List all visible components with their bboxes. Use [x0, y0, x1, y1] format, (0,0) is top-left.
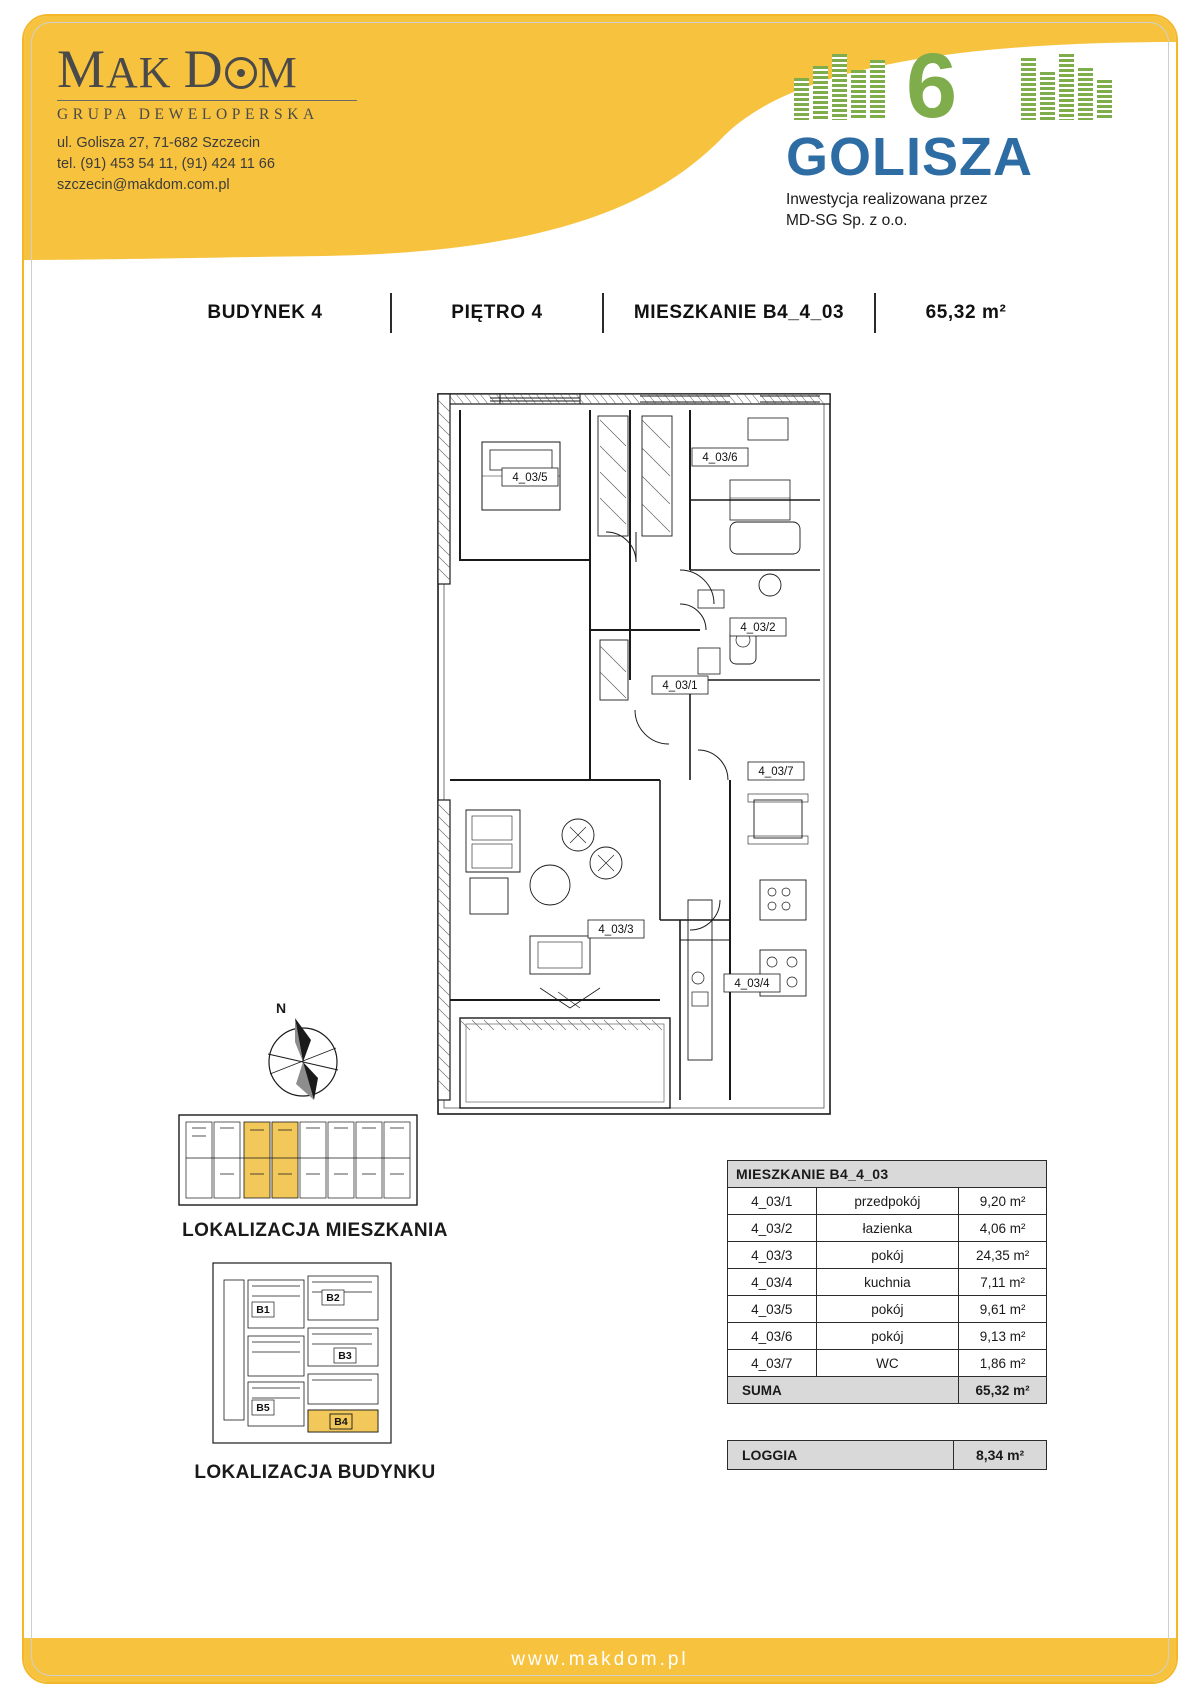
building-tag-b2: B2	[326, 1292, 340, 1304]
room-name: WC	[816, 1350, 959, 1377]
compass-rose-icon	[248, 1000, 358, 1110]
company-phone: tel. (91) 453 54 11, (91) 424 11 66	[57, 156, 275, 173]
company-email: szczecin@makdom.com.pl	[57, 177, 230, 194]
table-row	[728, 1242, 1047, 1269]
room-code: 4_03/5	[728, 1296, 817, 1323]
room-code: 4_03/3	[728, 1242, 817, 1269]
project-name: GOLISZA	[786, 127, 1033, 187]
table-row	[728, 1188, 1047, 1215]
floor-layout-minimap	[178, 1114, 418, 1206]
table-row	[728, 1269, 1047, 1296]
room-code: 4_03/7	[728, 1350, 817, 1377]
site-plan-minimap	[212, 1262, 392, 1444]
room-code-7: 4_03/7	[758, 766, 794, 778]
logo-wordmark: MAK D M	[57, 39, 298, 99]
table-row	[728, 1323, 1047, 1350]
room-code-4: 4_03/4	[734, 978, 770, 990]
room-area: 9,13 m²	[959, 1323, 1047, 1350]
apartment-area-label: 65,32 m²	[925, 302, 1007, 323]
company-contact	[57, 133, 487, 196]
room-name: łazienka	[816, 1215, 959, 1242]
table-row	[728, 1215, 1047, 1242]
floor-label: PIĘTRO 4	[451, 302, 543, 323]
room-code: 4_03/6	[728, 1323, 817, 1350]
project-note	[786, 190, 1116, 232]
building-tag-b3: B3	[338, 1350, 352, 1362]
room-name: pokój	[816, 1323, 959, 1350]
building-bars-right-icon	[1021, 54, 1112, 120]
loggia-value: 8,34 m²	[954, 1441, 1047, 1470]
table-row	[728, 1441, 1047, 1470]
building-tag-b5: B5	[256, 1402, 270, 1414]
building-location-caption: LOKALIZACJA BUDYNKU	[194, 1462, 436, 1483]
apartment-label: MIESZKANIE B4_4_03	[633, 302, 845, 323]
building-location-diagram	[212, 1262, 392, 1442]
compass-north-label: N	[276, 1000, 287, 1016]
company-logo	[57, 39, 487, 196]
apartment-location-diagram	[178, 1114, 418, 1204]
apartment-location-caption: LOKALIZACJA MIESZKANIA	[182, 1220, 448, 1241]
building-tag-b4: B4	[334, 1416, 348, 1428]
project-logo-graphic	[794, 35, 1116, 137]
room-schedule	[727, 1160, 1047, 1404]
room-code-3: 4_03/3	[598, 924, 634, 936]
logo-tagline: GRUPA DEWELOPERSKA	[57, 100, 357, 124]
building-bars-left-icon	[794, 54, 885, 120]
room-table	[727, 1160, 1047, 1404]
room-area: 1,86 m²	[959, 1350, 1047, 1377]
room-name: pokój	[816, 1296, 959, 1323]
room-area: 4,06 m²	[959, 1215, 1047, 1242]
project-number: 6	[906, 35, 958, 137]
room-code: 4_03/2	[728, 1215, 817, 1242]
project-note-line1: Inwestycja realizowana przez	[786, 191, 988, 208]
table-title: MIESZKANIE B4_4_03	[728, 1161, 1047, 1188]
room-area: 9,20 m²	[959, 1188, 1047, 1215]
floor-plan	[430, 380, 910, 1170]
room-code-5: 4_03/5	[512, 472, 548, 484]
building-tag-b1: B1	[256, 1304, 270, 1316]
room-name: kuchnia	[816, 1269, 959, 1296]
room-code-2: 4_03/2	[740, 622, 776, 634]
footer-bar	[24, 1638, 1176, 1682]
table-row	[728, 1350, 1047, 1377]
table-row	[728, 1296, 1047, 1323]
loggia-label: LOGGIA	[728, 1441, 954, 1470]
project-note-line2: MD-SG Sp. z o.o.	[786, 211, 908, 229]
logo-ring-icon	[225, 57, 257, 89]
room-code: 4_03/1	[728, 1188, 817, 1215]
room-area: 7,11 m²	[959, 1269, 1047, 1296]
room-code: 4_03/4	[728, 1269, 817, 1296]
room-name: pokój	[816, 1242, 959, 1269]
table-header-row	[728, 1161, 1047, 1188]
loggia-schedule	[727, 1440, 1047, 1470]
sum-value: 65,32 m²	[959, 1377, 1047, 1404]
sum-label: SUMA	[728, 1377, 959, 1404]
room-area: 9,61 m²	[959, 1296, 1047, 1323]
room-name: przedpokój	[816, 1188, 959, 1215]
company-address: ul. Golisza 27, 71-682 Szczecin	[57, 135, 261, 151]
compass	[248, 1000, 358, 1110]
room-code-1: 4_03/1	[662, 680, 698, 692]
table-sum-row	[728, 1377, 1047, 1404]
room-code-6: 4_03/6	[702, 452, 738, 464]
apartment-header-row	[140, 292, 1070, 334]
building-label: BUDYNEK 4	[207, 302, 323, 323]
project-logo	[786, 35, 1116, 232]
room-area: 24,35 m²	[959, 1242, 1047, 1269]
header-band	[24, 16, 1176, 266]
loggia-table	[727, 1440, 1047, 1470]
website-label: www.makdom.pl	[511, 1649, 689, 1670]
floor-plan-drawing	[430, 380, 910, 1170]
